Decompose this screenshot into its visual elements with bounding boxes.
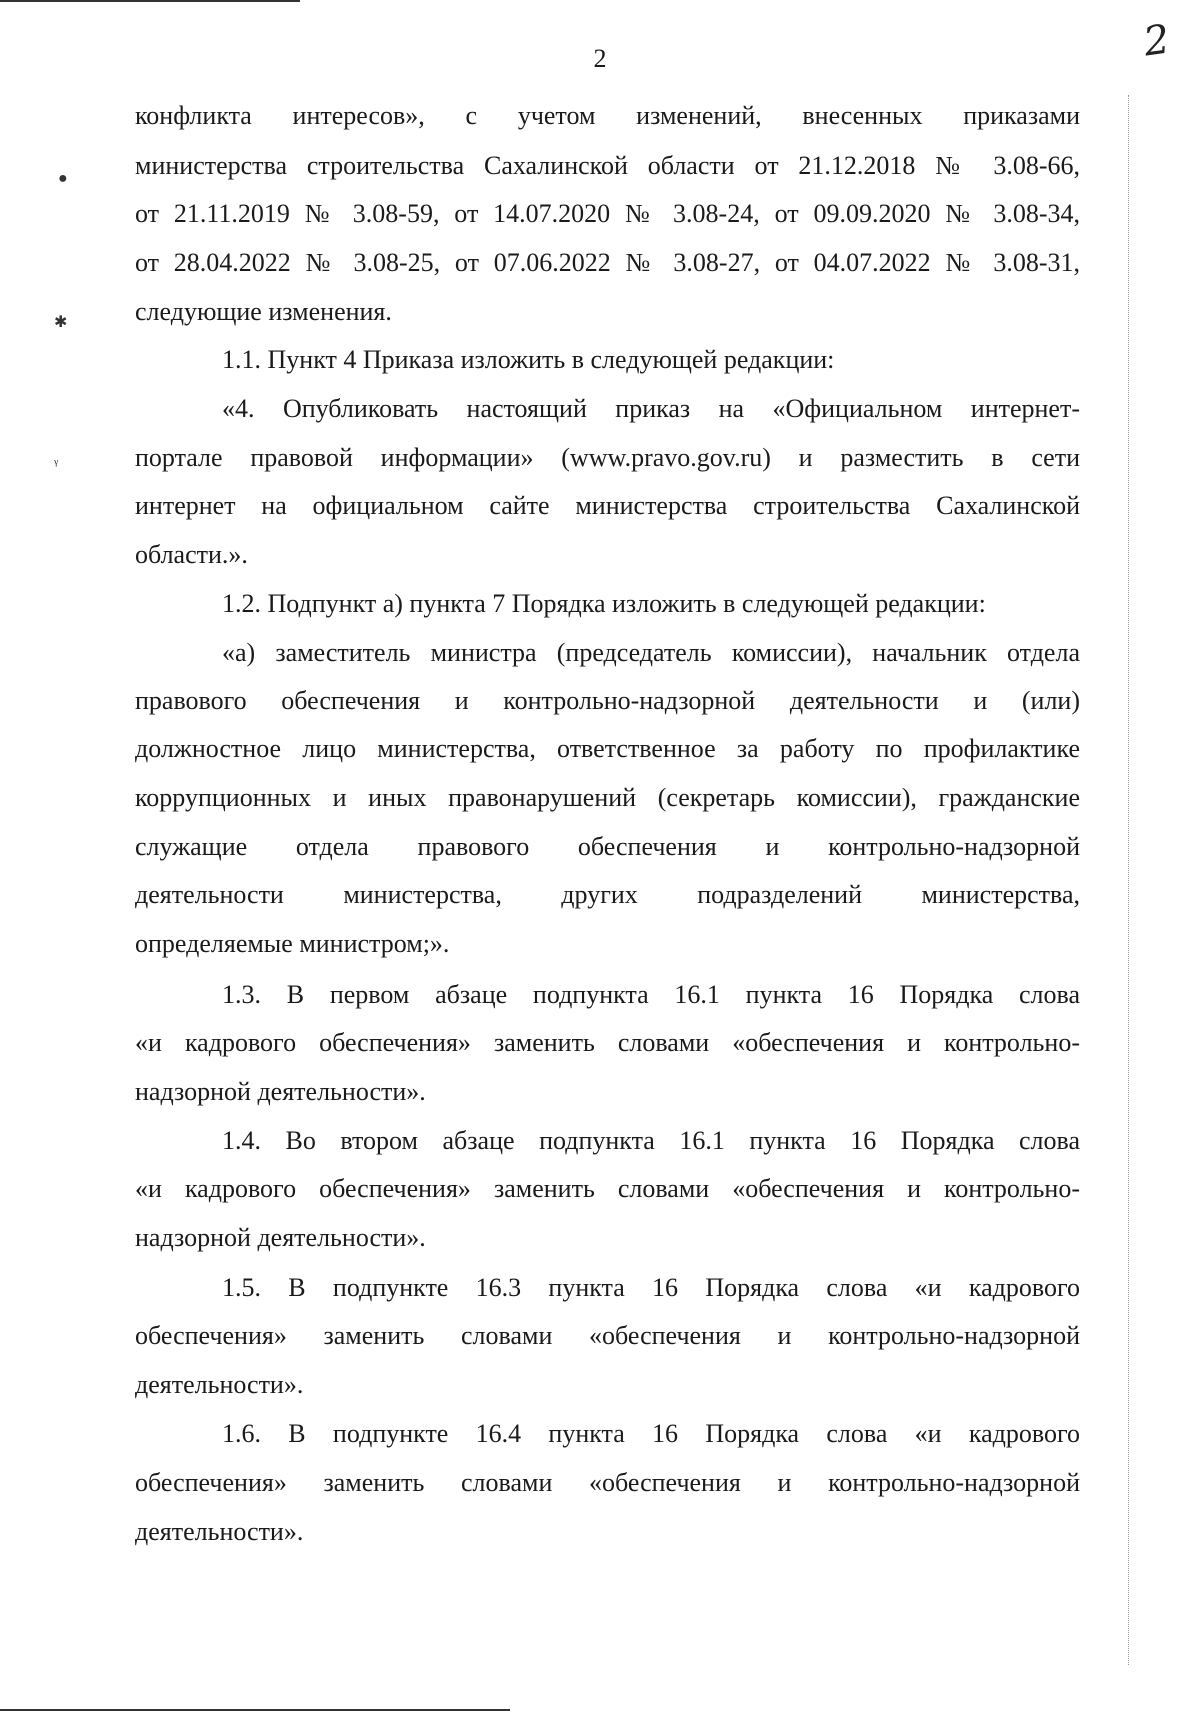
text-line: коррупционных и иных правонарушений (секретарь комиссии), гражданские: [135, 783, 1080, 812]
scan-margin-dots: [1128, 95, 1129, 1665]
text-line: «4. Опубликовать настоящий приказ на «Официальном интернет-: [222, 394, 1080, 423]
text-line: обеспечения» заменить словами «обеспечения и контрольно-надзорной: [135, 1468, 1080, 1497]
page-number: 2: [593, 44, 607, 73]
text-line: надзорной деятельности».: [135, 1077, 426, 1106]
item-heading: 1.5. В подпункте 16.3 пункта 16 Порядка слова «и кадрового: [222, 1273, 1080, 1302]
item-heading: 1.3. В первом абзаце подпункта 16.1 пункта 16 Порядка слова: [222, 980, 1080, 1009]
scan-edge-line-top: [0, 0, 300, 2]
text-line: определяемые министром;».: [135, 929, 450, 958]
scan-edge-line-bottom: [0, 1709, 510, 1711]
text-line: «и кадрового обеспечения» заменить словами «обеспечения и контрольно-: [135, 1174, 1080, 1203]
text-line: следующие изменения.: [135, 297, 392, 326]
text-line: должностное лицо министерства, ответственное за работу по профилактике: [135, 734, 1080, 763]
text-line: интернет на официальном сайте министерства строительства Сахалинской: [135, 491, 1080, 520]
text-line: портале правовой информации» (www.pravo.gov.ru) и разместить в сети: [135, 443, 1080, 472]
text-line: от 21.11.2019 № 3.08-59, от 14.07.2020 № 3.08-24, от 09.09.2020 № 3.08-34,: [135, 199, 1080, 228]
text-line: деятельности министерства, других подразделений министерства,: [135, 880, 1080, 909]
scan-speck: ᵞ: [54, 456, 59, 473]
item-heading: 1.4. Во втором абзаце подпункта 16.1 пункта 16 Порядка слова: [222, 1126, 1080, 1155]
scan-speck: ●: [58, 170, 68, 187]
text-line: обеспечения» заменить словами «обеспечения и контрольно-надзорной: [135, 1321, 1080, 1350]
item-heading: 1.1. Пункт 4 Приказа изложить в следующей редакции:: [222, 345, 835, 374]
scan-speck: ✱: [54, 314, 68, 331]
text-line: служащие отдела правового обеспечения и контрольно-надзорной: [135, 832, 1080, 861]
handwritten-sheet-number: 2: [1140, 16, 1173, 66]
text-line: надзорной деятельности».: [135, 1223, 426, 1252]
text-line: деятельности».: [135, 1517, 304, 1546]
item-heading: 1.2. Подпункт а) пункта 7 Порядка изложить в следующей редакции:: [222, 589, 986, 618]
text-line: «и кадрового обеспечения» заменить словами «обеспечения и контрольно-: [135, 1028, 1080, 1057]
text-line: министерства строительства Сахалинской области от 21.12.2018 № 3.08-66,: [135, 151, 1080, 180]
text-line: области.».: [135, 540, 248, 569]
text-line: деятельности».: [135, 1370, 304, 1399]
text-line: «а) заместитель министра (председатель комиссии), начальник отдела: [222, 638, 1080, 667]
text-line: правового обеспечения и контрольно-надзорной деятельности и (или): [135, 686, 1080, 715]
text-line: конфликта интересов», с учетом изменений, внесенных приказами: [135, 101, 1080, 130]
item-heading: 1.6. В подпункте 16.4 пункта 16 Порядка слова «и кадрового: [222, 1419, 1080, 1448]
text-line: от 28.04.2022 № 3.08-25, от 07.06.2022 № 3.08-27, от 04.07.2022 № 3.08-31,: [135, 248, 1080, 277]
